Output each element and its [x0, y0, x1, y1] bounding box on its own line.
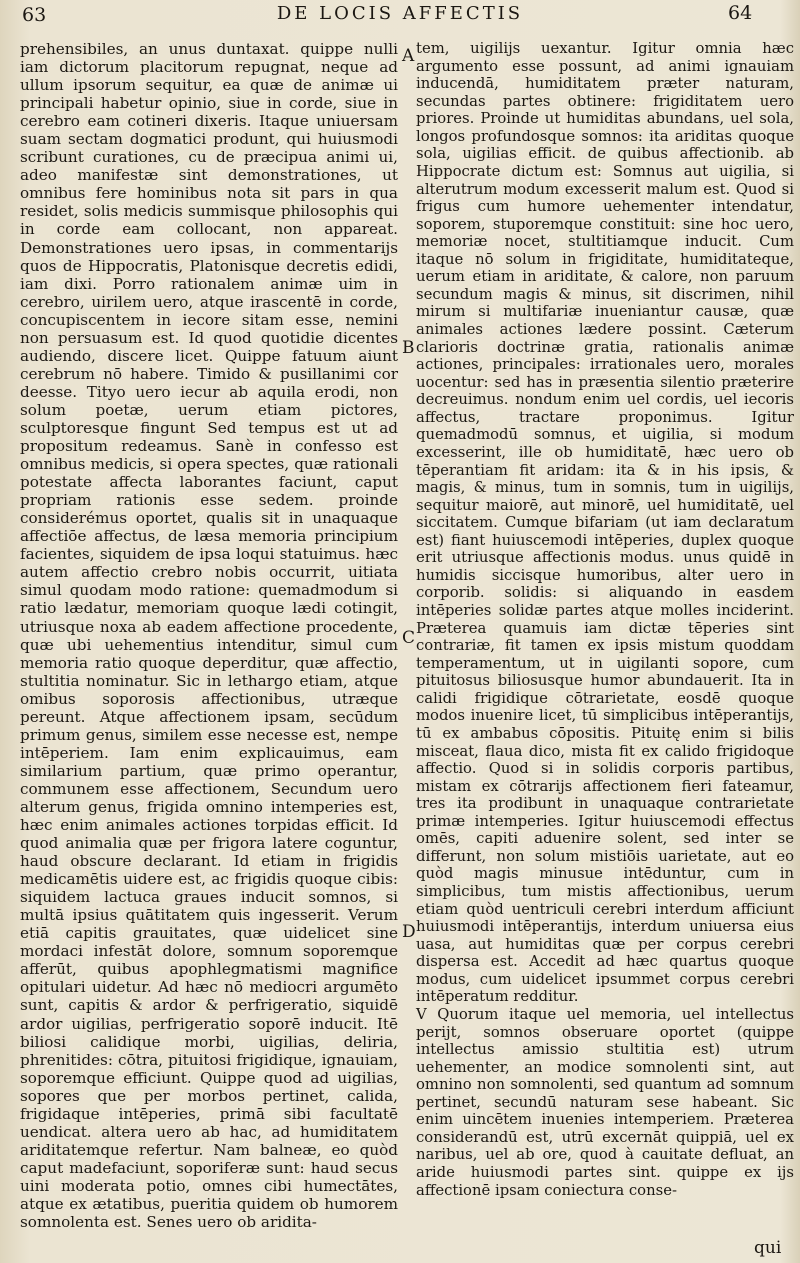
- right-column-paragraph-2: V Quorum itaque uel memoria, uel intellectus perijt, somnos obseruare oportet (quippe intellectus amissio stultitia est) utrum uehementer, an modice somnolenti sint, aut omnino non somnolenti, sed quantum ad somnum pertinet, secundū naturam sese habeant. Sic enim uincētem inuenies intemperiem. Præterea considerandū est, utrū excernāt quippiā, uel ex naribus, uel ab ore, quod à cauitate defluat, an aride huiusmodi partes sint. quippe ex ijs affectionē ipsam coniectura conse-: [416, 1005, 794, 1199]
- catchword: qui: [754, 1238, 782, 1258]
- margin-letter-c: C: [402, 628, 416, 648]
- margin-letter-a: A: [402, 46, 415, 66]
- right-column-paragraph-1: tem, uigilijs uexantur. Igitur omnia hæc argumento esse possunt, ad animi ignauiam inducendā, humiditatem præter naturam, secundas partes obtinere: frigiditatem uero priores. Proinde ut humiditas abundans, uel sola, longos profundosque somnos: ita ariditas quoque sola, uigilias efficit. de quibus affectionib. ab Hippocrate dictum est: Somnus aut uigilia, si alterutrum modum excesserit malum est. Quod si frigus cum humore uehementer intendatur, soporem, stuporemque constituit: sine hoc uero, memoriæ nocet, stultitiamque inducit. Cum itaque nō solum in frigiditate, humiditateque, uerum etiam in ariditate, & calore, non paruum secundum magis & minus, sit discrimen, nihil mirum si multifariæ inueniantur causæ, quæ animales actiones lædere possint. Cæterum clarioris doctrinæ gratia, rationalis animæ actiones, principales: irrationales uero, morales uocentur: sed has in præsentia silentio præterire decreuimus. nondum enim uel cordis, uel iecoris affectus, tractare proponimus. Igitur quemadmodū somnus, et uigilia, si modum excesserint, ille ob humiditatē, hæc uero ob tēperantiam fit aridam: ita & in his ipsis, & magis, & minus, tum in somnis, tum in uigilijs, sequitur maiorē, aut minorē, uel humiditatē, uel siccitatem. Cumque bifariam (ut iam declaratum est) fiant huiuscemodi intēperies, duplex quoque erit utriusque affectionis modus. unus quidē in humidis siccisque humoribus, alter uero in corporib. solidis: si aliquando in easdem intēperies solidæ partes atque molles inciderint. Præterea quamuis iam dictæ tēperies sint contrariæ, fit tamen ex ipsis mistum quoddam temperamentum, ut in uigilanti sopore, cum pituitosus biliosusque humor abundauerit. Ita in calidi frigidique cōtrarietate, eosdē quoque modos inuenire licet, tū simplicibus intēperantijs, tū ex ambabus cōpositis. Pituitę enim si bilis misceat, flaua dico, mista fit ex calido frigidoque affectio. Quod si in solidis corporis partibus, mistam ex cōtrarijs affectionem fieri fateamur, tres ita prodibunt in unaquaque contrarietate primæ intemperies. Igitur huiuscemodi effectus omēs, capiti aduenire solent, sed inter se differunt, non solum mistiōis uarietate, aut eo quòd magis minusue intēduntur, cum in simplicibus, tum mistis affectionibus, uerum etiam quòd uentriculi cerebri interdum afficiunt huiusmodi intēperantijs, interdum uniuersa eius uasa, aut humiditas quæ per corpus cerebri dispersa est. Accedit ad hæc quartus quoque modus, cum uidelicet ipsummet corpus cerebri intēperatum redditur.: [416, 40, 794, 1006]
- left-text-column: [20, 40, 398, 1231]
- margin-letter-b: B: [402, 338, 415, 358]
- right-text-column: [416, 40, 794, 1199]
- folio-right: 64: [728, 2, 753, 24]
- margin-letter-d: D: [402, 922, 416, 942]
- running-head-title: DE LOCIS AFFECTIS: [276, 3, 524, 24]
- running-head: [0, 2, 800, 32]
- left-column-paragraph: prehensibiles, an unus duntaxat. quippe nulli iam dictorum placitorum repugnat, neque ad ullum ipsorum sequitur, ea quæ de animæ ui principali habetur opinio, siue in corde, siue in cerebro eam cotineri dixeris. Itaque uniuersam suam sectam dogmatici produnt, qui huiusmodi scribunt curationes, cu de præcipua animi ui, adeo manifestæ sint demonstrationes, ut omnibus fere hominibus nota sit pars in qua residet, solis medicis summisque philosophis qui in corde eam collocant, non appareat. Demonstrationes uero ipsas, in commentarijs quos de Hippocratis, Platonisque decretis edidi, iam dixi. Porro rationalem animæ uim in cerebro, uirilem uero, atque irascentē in corde, concupiscentem in iecore sitam esse, nemini non persuasum est. Id quod quotidie dicentes audiendo, discere licet. Quippe fatuum aiunt cerebrum nō habere. Timido & pusillanimi cor deesse. Tityo uero iecur ab aquila erodi, non solum poetæ, uerum etiam pictores, sculptoresque fingunt Sed tempus est ut ad propositum redeamus. Sanè in confesso est omnibus medicis, si opera spectes, quæ rationali potestate affecta laborantes faciunt, caput propriam rationis esse sedem. proinde considerémus oportet, qualis sit in unaquaque affectiōe affectus, de læsa memoria principium facientes, siquidem de ipsa loqui statuimus. hæc autem affectio crebro nobis occurrit, uitiata simul quodam modo ratione: quemadmodum si ratio lædatur, memoriam quoque lædi cotingit, utriusque noxa ab eadem affectione procedente, quæ ubi uehementius intenditur, simul cum memoria ratio quoque deperditur, quæ affectio, stultitia nominatur. Sic in lethargo etiam, atque omibus soporosis affectionibus, utræque pereunt. Atque affectionem ipsam, secūdum primum genus, similem esse necesse est, nempe intēperiem. Iam enim explicauimus, eam similarium partium, quæ primo operantur, communem esse affectionem, Secundum uero alterum genus, frigida omnino intemperies est, hæc enim animales actiones torpidas efficit. Id quod animalia quæ per frigora latere coguntur, haud obscure declarant. Id etiam in frigidis medicamētis uidere est, ac frigidis quoque cibis: siquidem lactuca graues inducit somnos, si multā ipsius quātitatem quis ingesserit. Verum etiā capitis grauitates, quæ uidelicet sine mordaci infestāt dolore, somnum soporemque afferūt, quibus apophlegmatismi magnifice opitulari uidetur. Ad hæc nō mediocri argumēto sunt, capitis & ardor & perfrigeratio, siquidē ardor uigilias, perfrigeratio soporē inducit. Itē biliosi calidique morbi, uigilias, deliria, phrenitides: cōtra, pituitosi frigidique, ignauiam, soporemque efficiunt. Quippe quod ad uigilias, sopores que per morbos pertinet, calida, frigidaque intēperies, primā sibi facultatē uendicat. altera uero ab hac, ad humiditatem ariditatemque refertur. Nam balneæ, eo quòd caput madefaciunt, soporiferæ sunt: haud secus uini moderata potio, omnes cibi humectātes, atque ex ætatibus, pueritia quidem ob humorem somnolenta est. Senes uero ob aridita-: [20, 40, 398, 1232]
- folio-left: 63: [22, 4, 47, 26]
